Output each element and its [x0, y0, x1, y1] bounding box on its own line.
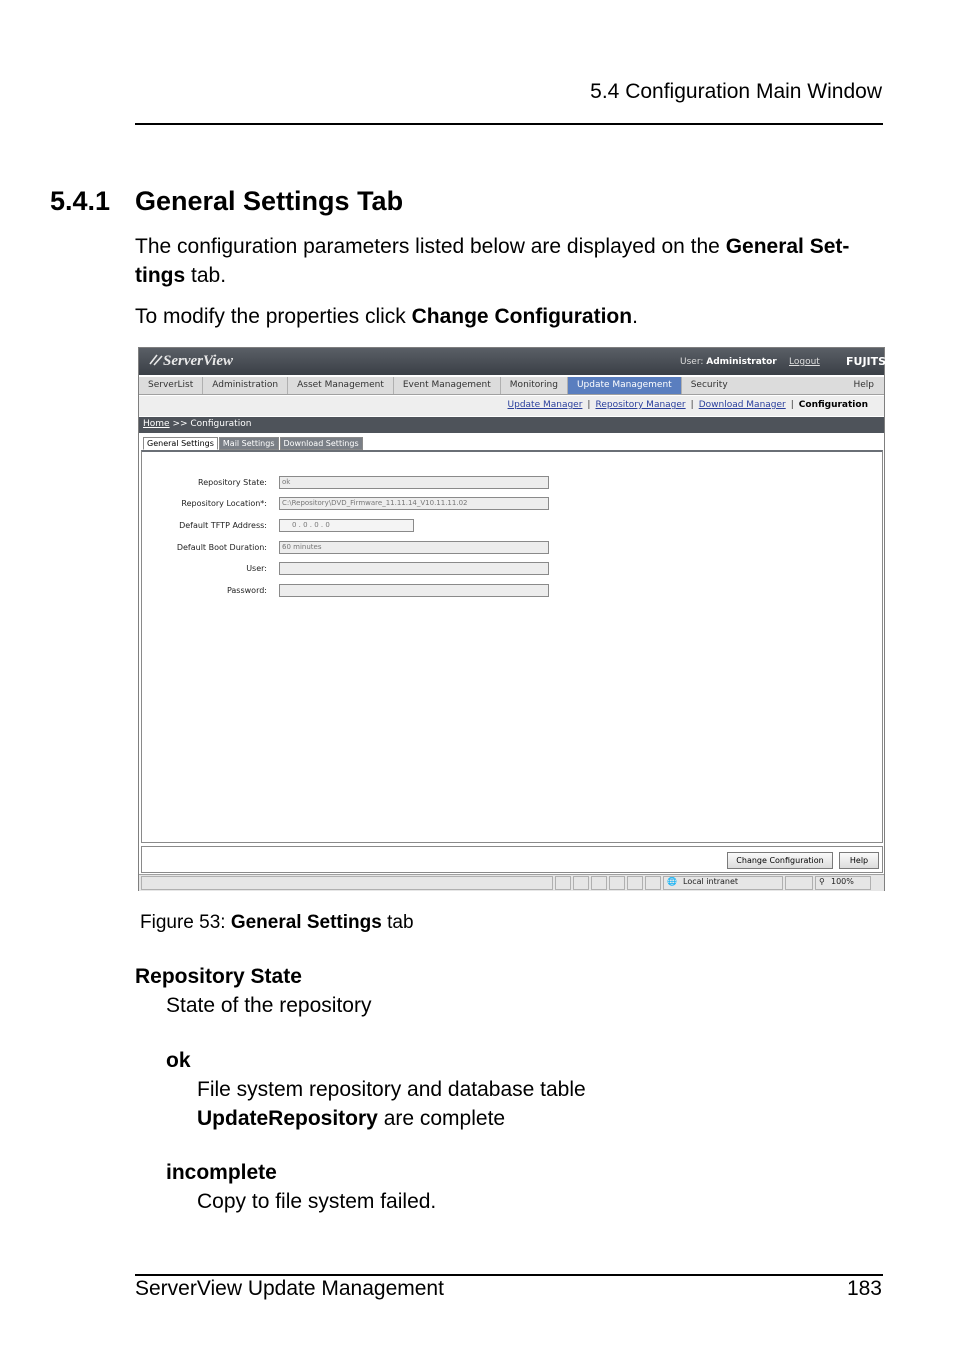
button-bar	[141, 846, 883, 873]
desc-incomplete: Copy to file system failed.	[197, 1190, 437, 1213]
serverview-screenshot	[138, 347, 895, 891]
serverview-logo-icon	[149, 354, 163, 366]
field-label: Repository State:	[198, 478, 267, 487]
field-repository-state	[142, 476, 291, 490]
serverview-logo: ServerView	[149, 353, 233, 370]
field-label: Password:	[226, 586, 267, 595]
download-manager-link[interactable]: Download Manager	[698, 400, 786, 410]
intro-paragraph-1: The configuration parameters listed below are displayed on the General Set- tings tab.	[135, 235, 850, 287]
tab-serverlist[interactable]: ServerList	[139, 377, 203, 394]
section-title: General Settings Tab	[135, 186, 404, 216]
tab-mail-settings[interactable]: Mail Settings	[219, 437, 279, 450]
nav-help-link[interactable]: Help	[853, 380, 874, 390]
field-label: User:	[246, 564, 267, 573]
desc-repository-state: State of the repository	[166, 994, 372, 1017]
field-user	[142, 562, 267, 576]
settings-tabs	[143, 437, 364, 450]
boot-duration-input[interactable]: 60 minutes	[279, 541, 549, 554]
footer-rule	[135, 1274, 883, 1276]
configuration-current: Configuration	[798, 400, 868, 410]
figure-caption: Figure 53: General Settings tab	[140, 912, 414, 933]
page-header: 5.4 Configuration Main Window	[590, 80, 882, 103]
change-configuration-button[interactable]: Change Configuration	[727, 852, 833, 869]
update-manager-link[interactable]: Update Manager	[507, 400, 583, 410]
user-indicator: User: Administrator	[680, 357, 777, 367]
repository-manager-link[interactable]: Repository Manager	[595, 400, 686, 410]
field-label: Default TFTP Address:	[179, 521, 267, 530]
app-header-bar	[139, 348, 895, 375]
tab-monitoring[interactable]: Monitoring	[501, 377, 568, 394]
protected-mode-icon[interactable]	[785, 876, 813, 890]
help-button[interactable]: Help	[839, 852, 879, 869]
tftp-address-input[interactable]: 0 . 0 . 0 . 0	[279, 519, 414, 532]
logout-link[interactable]: Logout	[789, 357, 820, 367]
field-tftp-address	[142, 519, 330, 533]
user-input[interactable]	[279, 562, 549, 575]
sub-navigation: Update Manager | Repository Manager | Download Manager | Configuration	[139, 396, 884, 416]
breadcrumb-current: >> Configuration	[169, 419, 252, 429]
tab-administration[interactable]: Administration	[203, 377, 288, 394]
password-input[interactable]	[279, 584, 549, 597]
page-number: 183	[846, 1277, 882, 1300]
settings-panel	[141, 450, 883, 843]
tab-asset-management[interactable]: Asset Management	[288, 377, 394, 394]
field-repository-location	[142, 497, 468, 511]
footer-title: ServerView Update Management	[135, 1277, 444, 1300]
magnifier-icon: ⚲	[819, 877, 825, 886]
header-rule	[135, 123, 883, 125]
breadcrumb-home-link[interactable]: Home	[143, 419, 170, 429]
field-boot-duration	[142, 541, 322, 555]
zone-label: Local intranet	[683, 877, 739, 886]
tab-event-management[interactable]: Event Management	[394, 377, 501, 394]
term-repository-state: Repository State	[135, 965, 302, 988]
desc-ok-line1: File system repository and database table	[197, 1078, 586, 1101]
breadcrumb	[139, 417, 884, 433]
repository-location-input[interactable]: C:\Repository\DVD_Firmware_11.11.14_V10.11.11.02	[279, 497, 549, 510]
tab-general-settings[interactable]: General Settings	[143, 437, 218, 450]
field-label: Repository Location*:	[181, 499, 267, 508]
tab-security[interactable]: Security	[690, 380, 728, 390]
fujitsu-logo: FUJITSU	[846, 355, 895, 368]
globe-icon: 🌐	[667, 877, 677, 886]
tab-update-management[interactable]: Update Management	[568, 377, 682, 394]
intro-paragraph-2: To modify the properties click Change Configuration.	[135, 305, 638, 328]
field-password	[142, 584, 267, 598]
tab-download-settings[interactable]: Download Settings	[280, 437, 363, 450]
term-incomplete: incomplete	[166, 1161, 277, 1184]
main-nav-tabs	[139, 377, 884, 395]
browser-status-bar	[139, 874, 884, 891]
field-label: Default Boot Duration:	[176, 543, 267, 552]
zoom-level[interactable]: 100%	[831, 877, 854, 886]
term-ok: ok	[166, 1049, 191, 1072]
section-number: 5.4.1	[50, 186, 111, 216]
desc-ok-line2: UpdateRepository are complete	[197, 1107, 506, 1130]
repository-state-input[interactable]: ok	[279, 476, 549, 489]
